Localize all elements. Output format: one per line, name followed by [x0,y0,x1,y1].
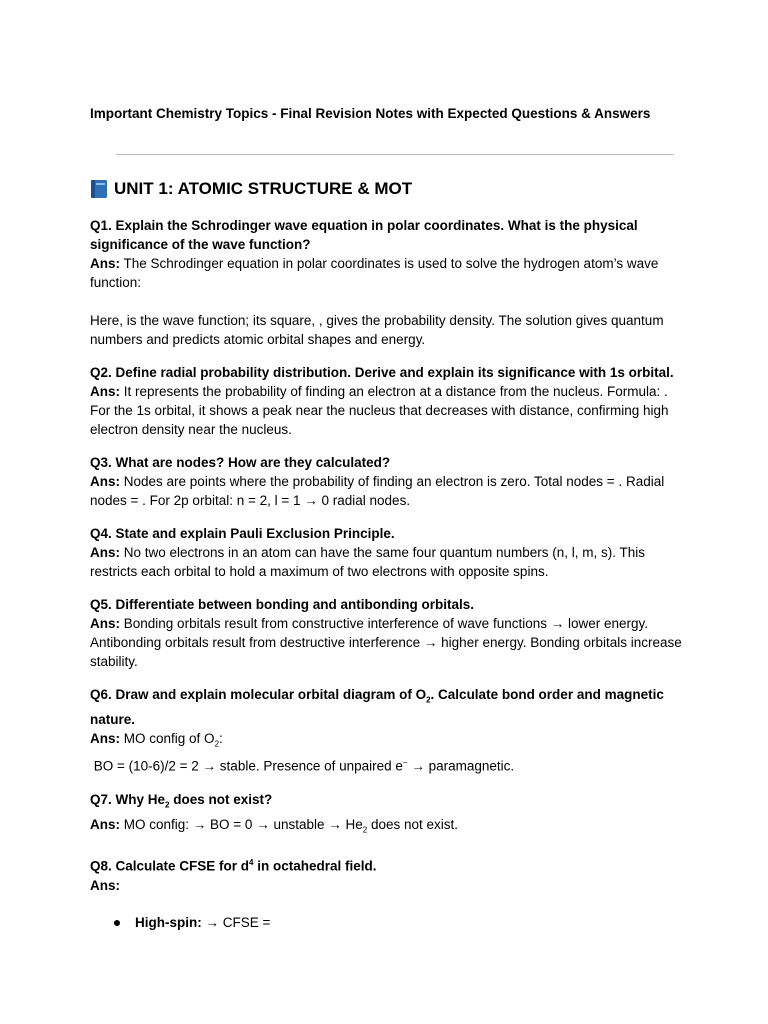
answer-3-text: Nodes are points where the probability of finding an electron is zero. Total nodes = . Radial nodes = . For 2p orbital: n = 2, l = 1 → 0 radial nodes. [90,474,665,508]
answer-6-bond-order: BO = (10-6)/2 = 2 → stable. Presence of unpaired e [90,758,403,774]
question-6 [90,685,690,729]
unit-heading-text: UNIT 1: ATOMIC STRUCTURE & MOT [114,179,413,198]
bullet-dot-icon [114,920,120,926]
question-7 [90,790,690,815]
answer-label: Ans: [90,545,120,560]
answer-4 [90,543,690,581]
question-4: Q4. State and explain Pauli Exclusion Principle. [90,526,395,541]
qa-item-6 [90,685,690,776]
answer-label: Ans: [90,877,120,893]
bullet-text: → CFSE = [201,914,271,930]
question-8-text: Q8. Calculate CFSE for d [90,858,250,874]
answer-6-continued [90,753,690,776]
answer-6-text-end: : [219,730,223,746]
qa-item-4 [90,524,690,581]
answer-label: Ans: [90,474,120,489]
subscript: 2 [165,800,170,810]
question-8-text-end: in octahedral field. [253,858,377,874]
answer-2 [90,382,690,439]
subscript: 2 [214,739,220,749]
qa-item-2 [90,363,690,439]
answer-2-text: It represents the probability of finding an electron at a distance from the nucleus. Formula: . For the 1s orbital, it shows a peak near the nucleus that decreases with distance, confirming high electron density near the nucleus. [90,384,669,437]
answer-1-text: The Schrodinger equation in polar coordinates is used to solve the hydrogen atom’s wave function: [90,256,659,290]
bullet-label: High-spin: [135,914,202,930]
answer-7 [90,815,690,840]
subscript: 2 [362,825,368,835]
superscript: 4 [249,858,254,868]
question-7-text: Q7. Why He [90,791,166,807]
answer-label: Ans: [90,384,120,399]
qa-item-8 [90,853,690,932]
question-3: Q3. What are nodes? How are they calculated? [90,455,391,470]
answer-6-text: MO config of O [123,730,215,746]
answer-label: Ans: [90,256,120,271]
answer-1-continued: Here, is the wave function; its square, , gives the probability density. The solution gives quantum numbers and predicts atomic orbital shapes and energy. [90,313,664,347]
question-6-text: Q6. Draw and explain molecular orbital diagram of O [90,687,427,702]
question-7-text-end: does not exist? [169,791,273,807]
answer-5-text: Bonding orbitals result from constructive interference of wave functions → lower energy. Antibonding orbitals result from destructive interference → higher energy. Bonding orbitals increase stability. [90,616,682,669]
unit-heading [90,179,412,199]
answer-label: Ans: [90,730,120,746]
qa-item-3 [90,453,690,510]
question-6-text-end: . Calculate bond order and magnetic nature. [90,687,664,727]
answer-4-text: No two electrons in an atom can have the same four quantum numbers (n, l, m, s). This restricts each orbital to hold a maximum of two electrons with opposite spins. [90,545,646,579]
answer-label: Ans: [90,816,120,832]
answer-3 [90,472,690,510]
answer-5 [90,614,690,671]
qa-item-1 [90,216,690,349]
question-2: Q2. Define radial probability distribution. Derive and explain its significance with 1s orbital. [90,365,674,380]
qa-list [90,216,690,946]
horizontal-rule [116,154,674,155]
question-1: Q1. Explain the Schrodinger wave equation in polar coordinates. What is the physical significance of the wave function? [90,218,638,252]
blue-book-icon [90,179,108,199]
document-title: Important Chemistry Topics - Final Revision Notes with Expected Questions & Answers [90,106,651,121]
list-item [90,913,690,932]
answer-1 [90,254,690,292]
answer-6-magnetic: → paramagnetic. [407,758,515,774]
answer-7-text: MO config: → BO = 0 → unstable → He [123,816,363,832]
equation-gap [90,292,690,311]
answer-label: Ans: [90,616,120,631]
qa-item-7 [90,790,690,839]
answer-7-text-end: does not exist. [367,816,459,832]
superscript: − [402,758,408,768]
question-8 [90,853,690,876]
subscript: 2 [426,695,431,705]
answer-8 [90,876,690,895]
answer-8-bullets [90,913,690,932]
question-5: Q5. Differentiate between bonding and antibonding orbitals. [90,597,475,612]
qa-item-5 [90,595,690,671]
answer-6 [90,729,690,754]
